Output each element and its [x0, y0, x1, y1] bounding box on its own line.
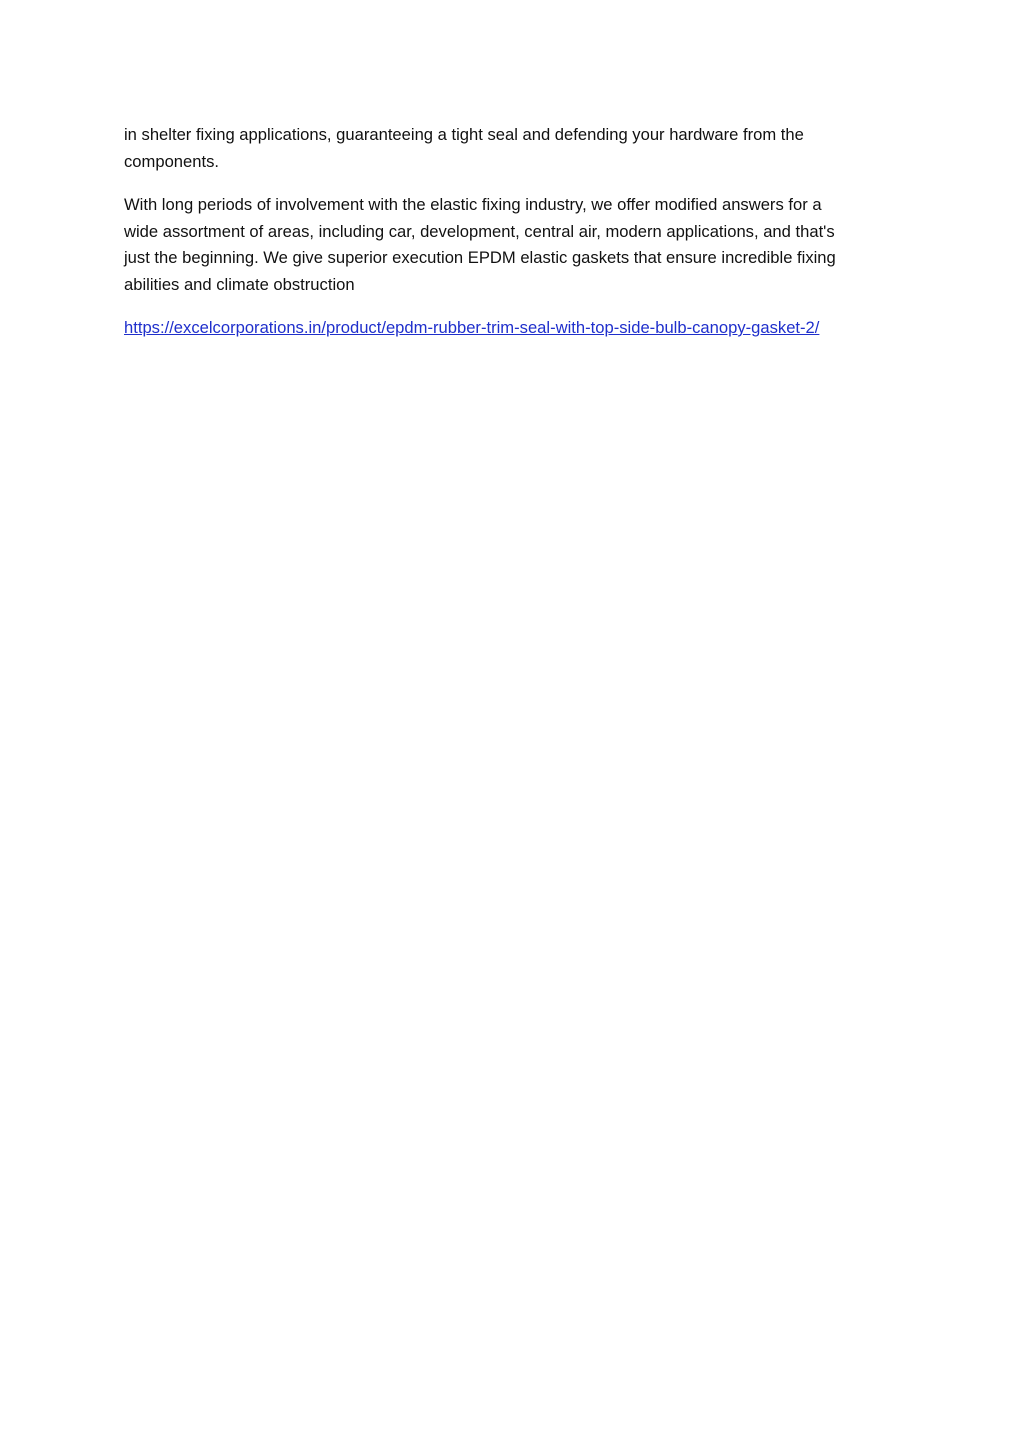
paragraph-line: wide assortment of areas, including car, development, central air, modern applications, and that's: [124, 221, 835, 241]
paragraph-line: components.: [124, 151, 220, 171]
product-link[interactable]: https://excelcorporations.in/product/epdm-rubber-trim-seal-with-top-side-bulb-canopy-gasket-2/: [124, 318, 820, 337]
paragraph-line: just the beginning. We give superior execution EPDM elastic gaskets that ensure incredible fixing: [124, 248, 836, 267]
document-body: [124, 122, 914, 342]
paragraph-line: With long periods of involvement with the elastic fixing industry, we offer modified answers for a: [124, 195, 822, 214]
paragraph-2: [124, 192, 914, 298]
paragraph-line: in shelter fixing applications, guaranteeing a tight seal and defending your hardware from the: [124, 125, 804, 144]
paragraph-1: [124, 122, 914, 175]
paragraph-line: abilities and climate obstruction: [124, 274, 355, 294]
